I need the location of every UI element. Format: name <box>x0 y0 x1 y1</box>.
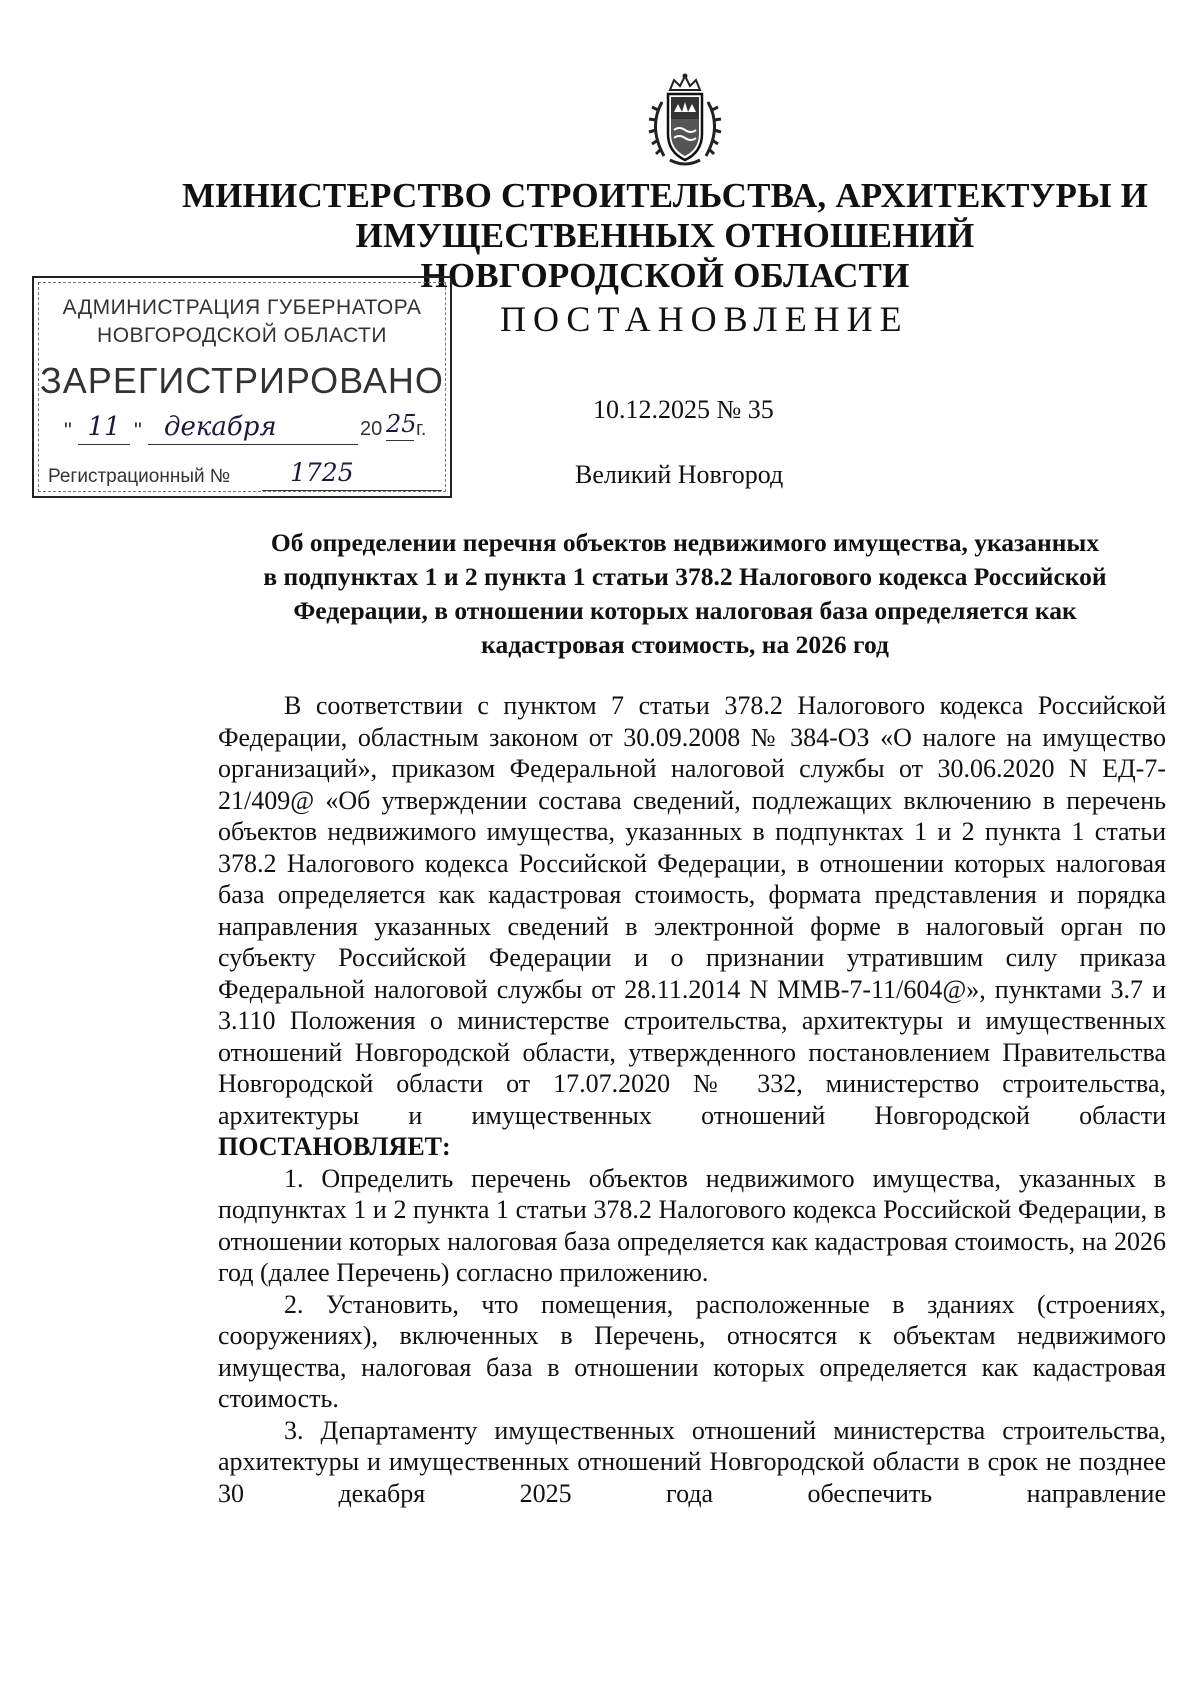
stamp-quote-open: " <box>64 418 72 443</box>
document-type: ПОСТАНОВЛЕНИЕ <box>500 299 909 339</box>
stamp-year-prefix: 20 <box>360 418 383 440</box>
stamp-registered: ЗАРЕГИСТРИРОВАНО <box>40 360 444 401</box>
stamp-month-handwritten: декабря <box>148 410 358 445</box>
subject-line: в подпунктах 1 и 2 пункта 1 статьи 378.2 Налогового кодекса Российской <box>263 562 1107 591</box>
stamp-reg-label: Регистрационный № <box>48 466 231 487</box>
ministry-title-line: НОВГОРОДСКОЙ ОБЛАСТИ <box>420 256 910 295</box>
stamp-reg-number-handwritten: 1725 <box>262 456 442 491</box>
novgorod-coat-of-arms-icon <box>640 72 730 172</box>
stamp-quote-close: " <box>134 418 142 443</box>
ministry-title-line: ИМУЩЕСТВЕННЫХ ОТНОШЕНИЙ <box>355 216 975 255</box>
document-place: Великий Новгород <box>575 460 784 489</box>
stamp-day-handwritten: 11 <box>78 410 130 445</box>
ministry-title-line: МИНИСТЕРСТВО СТРОИТЕЛЬСТВА, АРХИТЕКТУРЫ И <box>181 176 1149 215</box>
subject-line: Об определении перечня объектов недвижимого имущества, указанных <box>270 528 1100 557</box>
preamble-text: В соответствии с пунктом 7 статьи 378.2 Налогового кодекса Российской Федерации, областным законом от 30.09.2008 № 384-ОЗ «О налоге на имущество организаций», приказом Федеральной налоговой службы от 30.06.2020 N ЕД-7-21/409@ «Об утверждении состава сведений, подлежащих включению в перечень объектов недвижимого имущества, указанных в подпунктах 1 и 2 пункта 1 статьи 378.2 Налогового кодекса Российской Федерации, в отношении которых налоговая база определяется как кадастровая стоимость, формата представления и порядка направления указанных сведений в электронной форме в налоговый орган по субъекту Российской Федерации и о признании утратившим силу приказа Федеральной налоговой службы от 28.11.2014 N ММВ-7-11/604@», пунктами 3.7 и 3.110 Положения о министерстве строительства, архитектуры и имущественных отношений Новгородской области, утвержденного постановлением Правительства Новгородской области от 17.07.2020 № 332, министерство строительства, архитектуры и имущественных отношений Новгородской области <box>218 691 1166 1130</box>
decree-word: ПОСТАНОВЛЯЕТ: <box>218 1132 451 1161</box>
item-2-paragraph: 2. Установить, что помещения, расположенные в зданиях (строениях, сооружениях), включенных в Перечень, относятся к объектам недвижимого имущества, налоговая база в отношении которых определяется как кадастровая стоимость. <box>218 1289 1166 1413</box>
item-3-paragraph: 3. Департаменту имущественных отношений министерства строительства, архитектуры и имущественных отношений Новгородской области в срок не позднее 30 декабря 2025 года обеспечить направление <box>218 1415 1166 1508</box>
stamp-registration-row <box>48 458 444 494</box>
stamp-year-handwritten: 25 <box>386 408 414 441</box>
item-1-paragraph: 1. Определить перечень объектов недвижимого имущества, указанных в подпунктах 1 и 2 пункта 1 статьи 378.2 Налогового кодекса Российской Федерации, в отношении которых налоговая база определяется как кадастровая стоимость, на 2026 год (далее Перечень) согласно приложению. <box>218 1163 1166 1287</box>
document-body <box>218 690 1166 1509</box>
document-subject <box>190 526 1180 662</box>
document-date-number: 10.12.2025 № 35 <box>593 395 774 424</box>
preamble-paragraph <box>218 690 1166 1163</box>
subject-line: кадастровая стоимость, на 2026 год <box>481 630 889 659</box>
stamp-line-region: НОВГОРОДСКОЙ ОБЛАСТИ <box>97 324 387 347</box>
stamp-year-suffix: г. <box>416 418 427 440</box>
registration-stamp <box>32 276 452 498</box>
subject-line: Федерации, в отношении которых налоговая база определяется как <box>293 596 1077 625</box>
stamp-date-row <box>64 410 434 454</box>
stamp-line-administration: АДМИНИСТРАЦИЯ ГУБЕРНАТОРА <box>62 296 422 319</box>
